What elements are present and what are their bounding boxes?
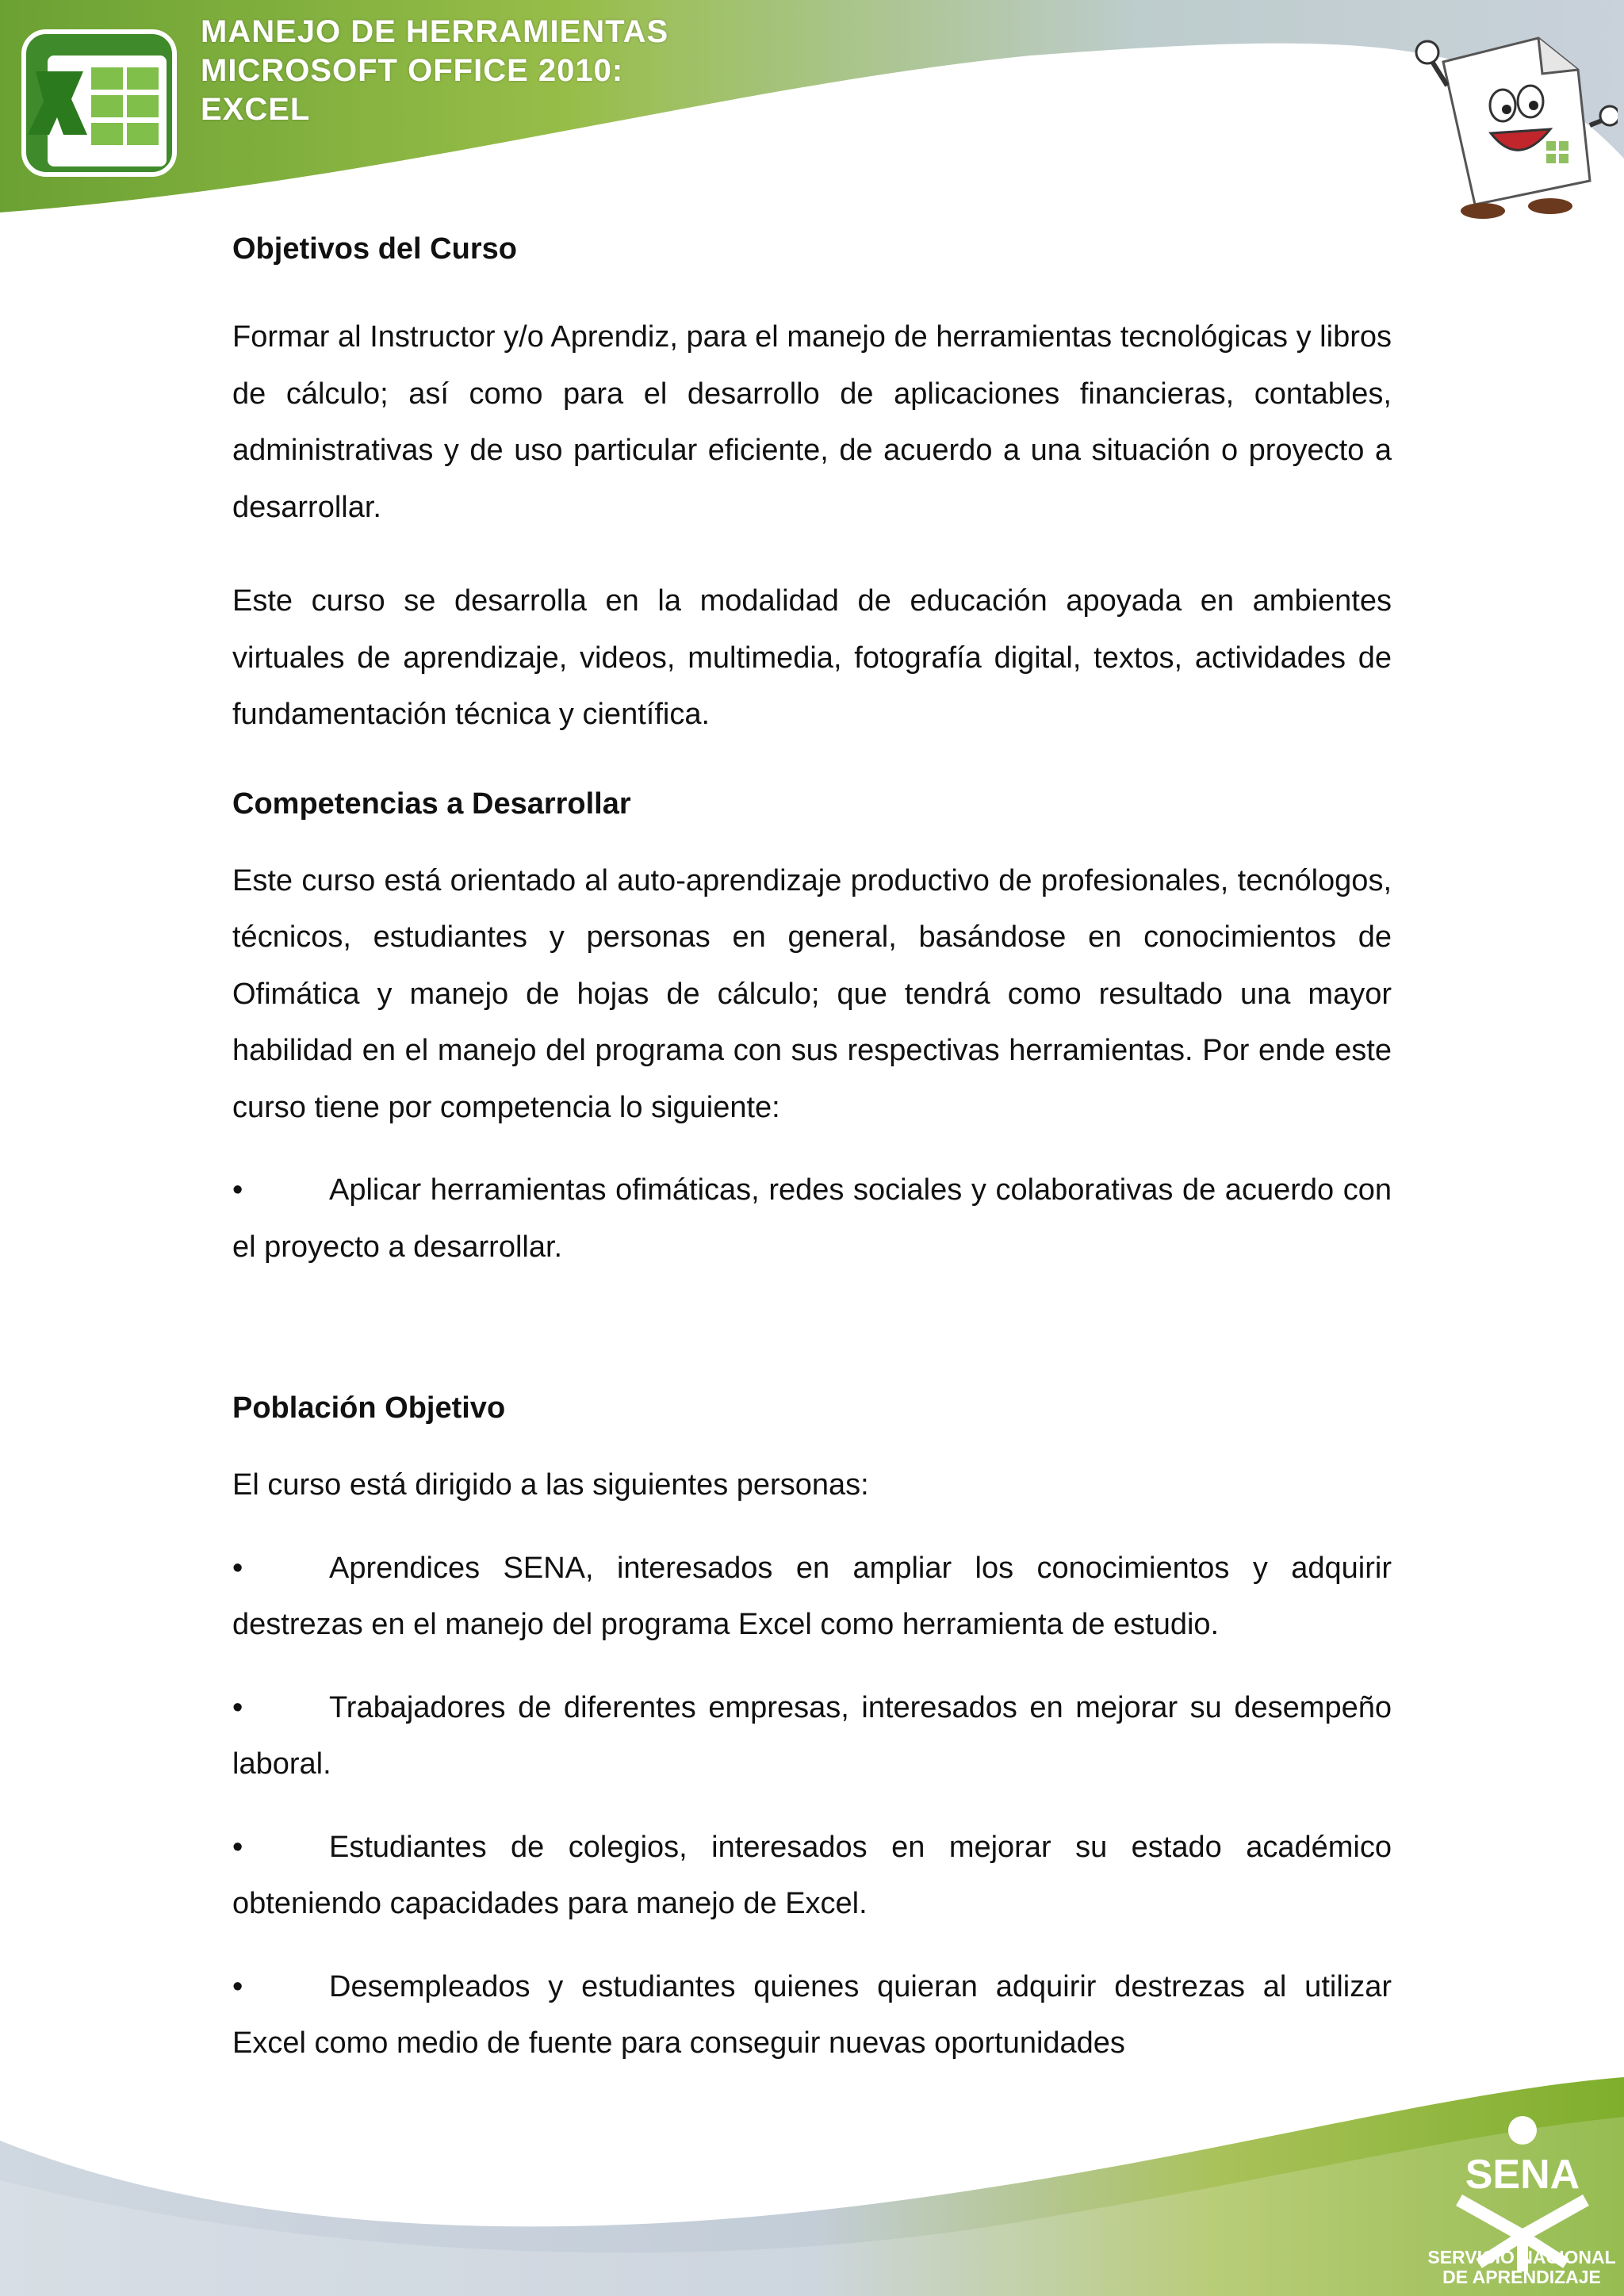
heading-objetivos: Objetivos del Curso [232, 232, 517, 266]
heading-competencias: Competencias a Desarrollar [232, 786, 631, 821]
excel-logo [16, 24, 182, 182]
list-item-text: Desempleados y estudiantes quienes quieran adquirir destrezas al utilizar Excel como medio de fuente para conseguir nuevas oportunidades [232, 1969, 1392, 2060]
list-item-poblacion [232, 1820, 1392, 1933]
list-item-poblacion [232, 1680, 1392, 1793]
sena-caption-line: SERVICIO NACIONAL [1427, 2247, 1616, 2267]
heading-poblacion: Población Objetivo [232, 1391, 506, 1425]
list-item-poblacion [232, 1959, 1392, 2072]
list-item-text: Estudiantes de colegios, interesados en mejorar su estado académico obteniendo capacidades para manejo de Excel. [232, 1830, 1392, 1920]
bullet-marker: • [232, 1173, 243, 1207]
bullet-marker: • [232, 1969, 243, 2003]
list-item-competencia [232, 1162, 1392, 1276]
header-title-line: MANEJO DE HERRAMIENTAS [201, 14, 669, 49]
sena-caption [1419, 2248, 1624, 2287]
bullet-marker: • [232, 1551, 243, 1585]
mascot-document-icon [1411, 30, 1618, 220]
sena-caption-line: DE APRENDIZAJE [1442, 2267, 1601, 2287]
header-title-line: EXCEL [201, 92, 311, 127]
header-title-line: MICROSOFT OFFICE 2010: [201, 53, 624, 88]
list-item-text: Aprendices SENA, interesados en ampliar los conocimientos y adquirir destrezas en el manejo del programa Excel como herramienta de estudio. [232, 1551, 1392, 1641]
header-title [201, 13, 668, 129]
paragraph-competencias-1: Este curso está orientado al auto-aprendizaje productivo de profesionales, tecnólogos, técnicos, estudiantes y personas en general, basándose en conocimientos de Ofimática y manejo de hojas de cálculo; que tendrá como resultado una mayor habilidad en el manejo del programa con sus respectivas herramientas. Por ende este curso tiene por competencia lo siguiente: [232, 863, 1392, 1124]
paragraph-objetivos-1: Formar al Instructor y/o Aprendiz, para el manejo de herramientas tecnológicas y libros de cálculo; así como para el desarrollo de aplicaciones financieras, contables, administrativas y de uso particular eficiente, de acuerdo a una situación o proyecto a desarrollar. [232, 320, 1392, 524]
list-item-text: Trabajadores de diferentes empresas, interesados en mejorar su desempeño laboral. [232, 1690, 1392, 1781]
footer-banner [0, 2077, 1624, 2296]
list-item-text: Aplicar herramientas ofimáticas, redes sociales y colaborativas de acuerdo con el proyecto a desarrollar. [232, 1173, 1392, 1264]
paragraph-poblacion-intro: El curso está dirigido a las siguientes personas: [232, 1468, 869, 1502]
sena-logo-text: SENA [1465, 2152, 1580, 2198]
bullet-marker: • [232, 1690, 243, 1724]
paragraph-objetivos-2: Este curso se desarrolla en la modalidad de educación apoyada en ambientes virtuales de aprendizaje, videos, multimedia, fotografía digital, textos, actividades de fundamentación técnica y científica. [232, 584, 1392, 731]
document-body [232, 224, 1392, 2072]
bullet-marker: • [232, 1830, 243, 1864]
list-item-poblacion [232, 1540, 1392, 1654]
